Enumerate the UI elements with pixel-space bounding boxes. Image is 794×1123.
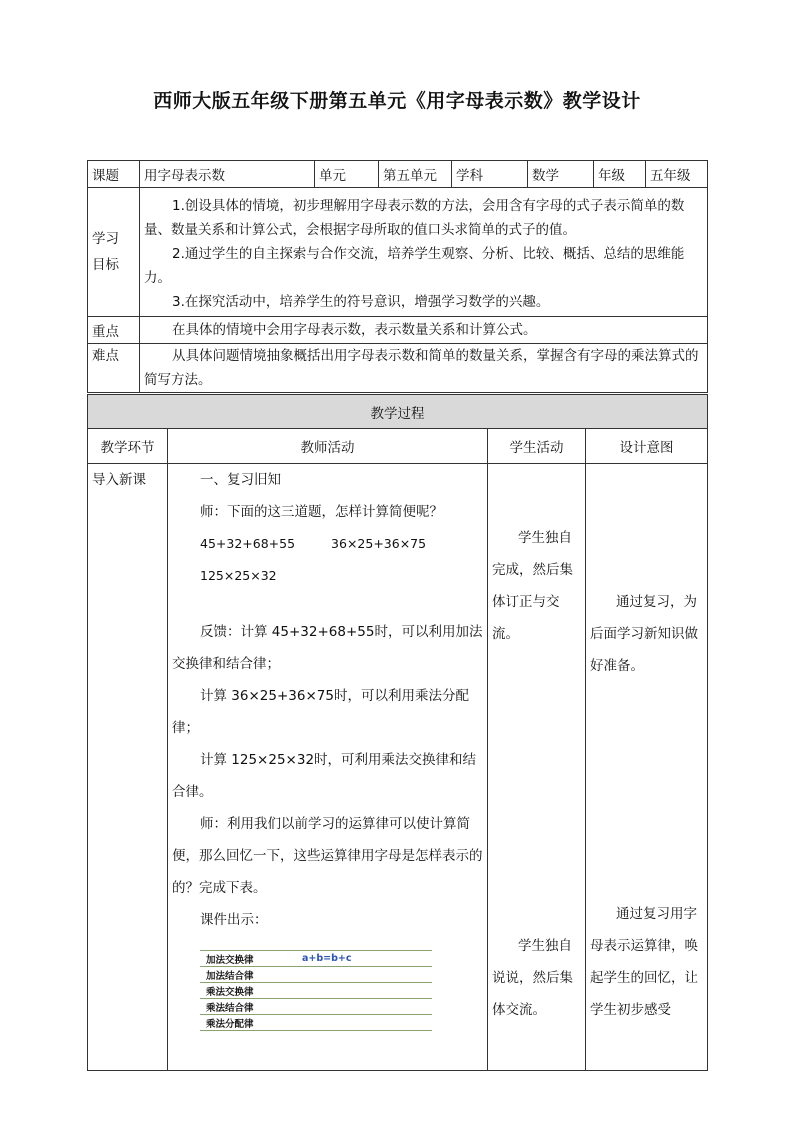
law-row <box>200 999 432 1015</box>
goal-item: 1.创设具体的情境，初步理解用字母表示数的方法，会用含有字母的式子表示简单的数量、数量关系和计算公式，会根据字母所取的值口头求简单的式子的值。 <box>144 198 685 238</box>
goals-content <box>140 188 708 317</box>
law-name: 乘法分配律 <box>200 1015 296 1031</box>
intent-text: 通过复习用字母表示运算律，唤起学生的回忆，让学生初步感受 <box>590 906 698 1018</box>
law-row <box>200 967 432 983</box>
header-intent: 设计意图 <box>586 429 708 464</box>
process-header-row <box>88 429 708 464</box>
teacher-cell <box>168 464 488 1071</box>
key-text: 在具体的情境中会用字母表示数，表示数量关系和计算公式。 <box>140 317 708 344</box>
teacher-text: 反馈：计算 45+32+68+55时，可以利用加法交换律和结合律； <box>172 624 483 672</box>
grade-value: 五年级 <box>646 161 708 188</box>
grade-label: 年级 <box>594 161 646 188</box>
teacher-text: 师：下面的这三道题，怎样计算简便呢？ <box>200 504 443 520</box>
goals-label <box>88 188 140 317</box>
unit-label: 单元 <box>315 161 379 188</box>
teacher-text: 计算 36×25+36×75时，可以利用乘法分配律； <box>172 688 469 736</box>
unit-value: 第五单元 <box>379 161 452 188</box>
law-row <box>200 1015 432 1031</box>
process-section-title: 教学过程 <box>88 395 708 429</box>
calc-line: 125×25×32 <box>200 568 277 583</box>
law-formula <box>296 1015 432 1031</box>
key-label: 重点 <box>88 317 140 344</box>
student-text: 学生独自说说，然后集体交流。 <box>492 938 573 1018</box>
difficulty-row <box>88 344 708 393</box>
law-name: 加法交换律 <box>200 951 296 967</box>
intent-cell <box>586 464 708 1071</box>
teacher-text: 师：利用我们以前学习的运算律可以使计算简便，那么回忆一下，这些运算律用字母是怎样表示的的？完成下表。 <box>172 816 483 896</box>
law-name: 乘法结合律 <box>200 999 296 1015</box>
spacer <box>172 592 483 616</box>
calc-item: 45+32+68+55 <box>200 536 296 551</box>
goal-item: 3.在探究活动中，培养学生的符号意识，增强学习数学的兴趣。 <box>172 294 550 310</box>
info-row <box>88 161 708 188</box>
goals-row <box>88 188 708 317</box>
law-formula <box>296 967 432 983</box>
goal-item: 2.通过学生的自主探索与合作交流，培养学生观察、分析、比较、概括、总结的思维能力。 <box>144 246 685 286</box>
law-formula <box>296 999 432 1015</box>
subject-value: 数学 <box>528 161 594 188</box>
intent-text: 通过复习，为后面学习新知识做好准备。 <box>590 594 698 674</box>
header-stage: 教学环节 <box>88 429 168 464</box>
teacher-text: 课件出示： <box>200 912 268 928</box>
laws-table <box>200 950 432 1031</box>
key-row <box>88 317 708 344</box>
topic-label: 课题 <box>88 161 140 188</box>
teacher-text: 计算 125×25×32时，可利用乘法交换律和结合律。 <box>172 752 477 800</box>
info-table <box>87 160 708 393</box>
goals-label-line2: 目标 <box>92 257 119 273</box>
law-row <box>200 983 432 999</box>
stage-cell: 导入新课 <box>88 464 168 1071</box>
subject-label: 学科 <box>452 161 528 188</box>
calc-line <box>172 528 483 560</box>
header-teacher: 教师活动 <box>168 429 488 464</box>
law-row <box>200 951 432 967</box>
law-formula: a+b=b+c <box>296 951 432 967</box>
student-cell <box>488 464 586 1071</box>
law-formula <box>296 983 432 999</box>
process-table <box>87 394 708 1071</box>
process-section-row <box>88 395 708 429</box>
student-text: 学生独自完成，然后集体订正与交流。 <box>492 530 573 642</box>
document-title: 西师大版五年级下册第五单元《用字母表示数》教学设计 <box>153 90 641 112</box>
teacher-text: 一、复习旧知 <box>200 472 281 488</box>
header-student: 学生活动 <box>488 429 586 464</box>
process-row <box>88 464 708 1071</box>
difficulty-label: 难点 <box>88 344 140 393</box>
law-name: 加法结合律 <box>200 967 296 983</box>
goals-label-line1: 学习 <box>92 231 119 247</box>
topic-value: 用字母表示数 <box>140 161 315 188</box>
difficulty-text: 从具体问题情境抽象概括出用字母表示数和简单的数量关系，掌握含有字母的乘法算式的简写方法。 <box>140 344 708 393</box>
calc-item: 36×25+36×75 <box>331 536 427 551</box>
law-name: 乘法交换律 <box>200 983 296 999</box>
